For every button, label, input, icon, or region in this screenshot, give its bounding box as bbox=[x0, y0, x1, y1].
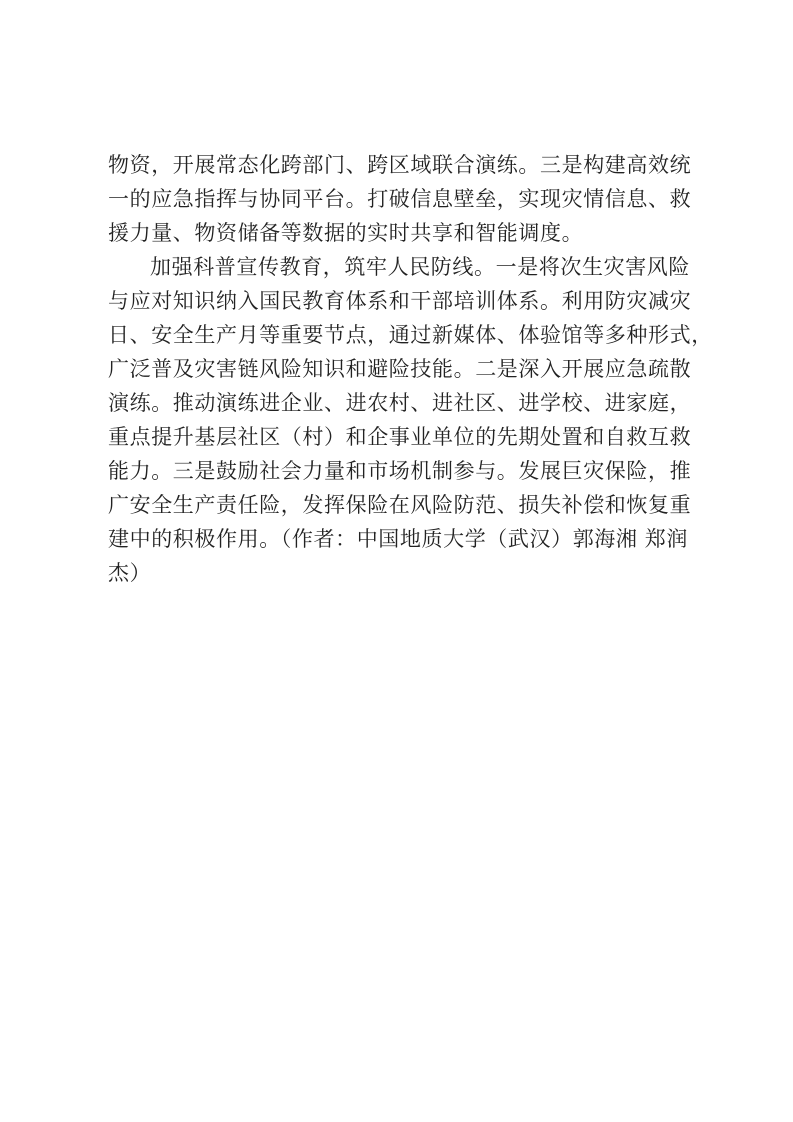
paragraph-2-line: 加强科普宣传教育，筑牢人民防线。一是将次生灾害风险 bbox=[150, 255, 690, 279]
paragraph-1-line: 援力量、物资储备等数据的实时共享和智能调度。 bbox=[108, 221, 584, 245]
paragraph-2-line: 建中的积极作用。（作者：中国地质大学（武汉）郭海湘 郑润 bbox=[108, 527, 688, 551]
paragraph-2-line: 广安全生产责任险，发挥保险在风险防范、损失补偿和恢复重 bbox=[108, 493, 692, 517]
paragraph-2-line: 能力。三是鼓励社会力量和市场机制参与。发展巨灾保险，推 bbox=[108, 459, 692, 483]
body-text bbox=[108, 148, 713, 590]
paragraph-2-line: 日、安全生产月等重要节点，通过新媒体、体验馆等多种形式， bbox=[108, 323, 713, 347]
paragraph-2-line: 杰） bbox=[108, 561, 152, 585]
paragraph-2-line: 重点提升基层社区（村）和企事业单位的先期处置和自救互救 bbox=[108, 425, 692, 449]
paragraph-2-line: 广泛普及灾害链风险知识和避险技能。二是深入开展应急疏散 bbox=[108, 357, 692, 381]
paragraph-1-line: 一的应急指挥与协同平台。打破信息壁垒，实现灾情信息、救 bbox=[108, 187, 692, 211]
paragraph-1-line: 物资，开展常态化跨部门、跨区域联合演练。三是构建高效统 bbox=[108, 153, 692, 177]
paragraph-2-line: 与应对知识纳入国民教育体系和干部培训体系。利用防灾减灾 bbox=[108, 289, 692, 313]
paragraph-2-line: 演练。推动演练进企业、进农村、进社区、进学校、进家庭， bbox=[108, 391, 692, 415]
